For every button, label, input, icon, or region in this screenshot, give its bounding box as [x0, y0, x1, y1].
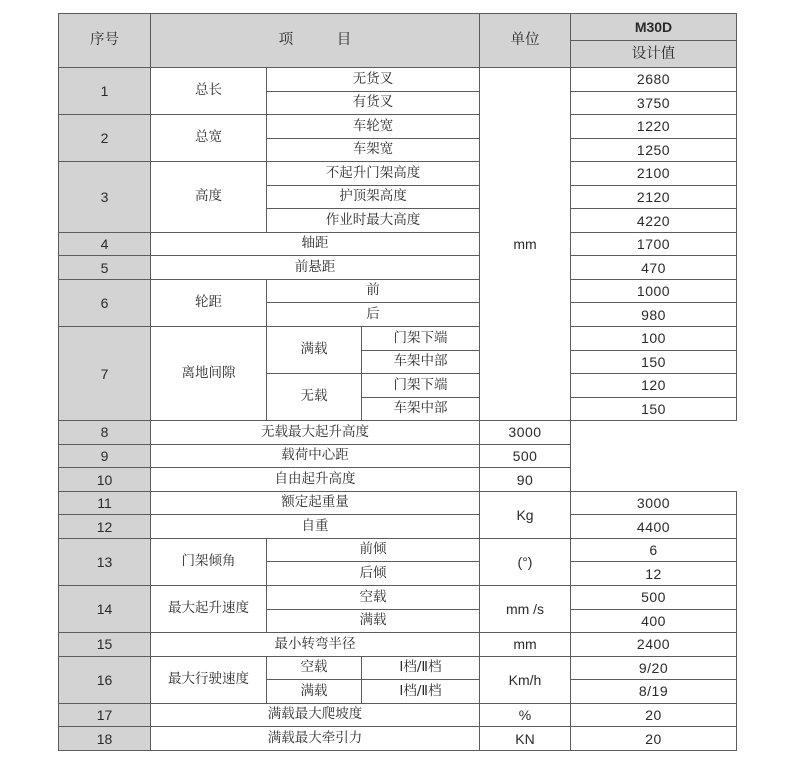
row-value: 980 [571, 303, 737, 327]
row-item: 总宽 [151, 115, 267, 162]
table-row [59, 256, 737, 280]
row-subitem: 作业时最大高度 [267, 209, 480, 233]
table-row [59, 538, 737, 562]
row-value: 12 [571, 562, 737, 586]
row-item: 最小转弯半径 [151, 633, 480, 657]
row-subitem: 后倾 [267, 562, 480, 586]
row-value: 20 [571, 703, 737, 727]
table-row [59, 468, 737, 492]
row-subitem: 车架宽 [267, 138, 480, 162]
table-row [59, 115, 737, 139]
row-seq: 8 [59, 421, 151, 445]
row-value: 1000 [571, 279, 737, 303]
row-value: 9/20 [571, 656, 737, 680]
row-value: 2400 [571, 633, 737, 657]
table-row [59, 444, 737, 468]
row-value: 4400 [571, 515, 737, 539]
row-value: 2100 [571, 162, 737, 186]
row-seq: 12 [59, 515, 151, 539]
row-seq: 3 [59, 162, 151, 233]
table-row [59, 327, 737, 351]
row-condition: 无载 [267, 374, 362, 421]
row-item: 总长 [151, 68, 267, 115]
row-seq: 9 [59, 444, 151, 468]
unit-kmh: Km/h [480, 656, 571, 703]
row-value: 2680 [571, 68, 737, 92]
row-value: 500 [480, 444, 571, 468]
table-row [59, 656, 737, 680]
row-value: 150 [571, 397, 737, 421]
header-item: 项 目 [151, 14, 480, 68]
row-position: 门架下端 [362, 327, 480, 351]
row-subitem: 有货叉 [267, 91, 480, 115]
table-row [59, 421, 737, 445]
row-value: 120 [571, 374, 737, 398]
header-seq: 序号 [59, 14, 151, 68]
unit-percent: % [480, 703, 571, 727]
row-item: 满载最大爬坡度 [151, 703, 480, 727]
row-seq: 15 [59, 633, 151, 657]
row-value: 3750 [571, 91, 737, 115]
row-position: 车架中部 [362, 397, 480, 421]
row-value: 3000 [571, 491, 737, 515]
row-value: 500 [571, 586, 737, 610]
row-value: 400 [571, 609, 737, 633]
spec-table [58, 13, 737, 751]
table-row [59, 279, 737, 303]
row-value: 2120 [571, 185, 737, 209]
row-seq: 5 [59, 256, 151, 280]
row-item: 满载最大牵引力 [151, 727, 480, 751]
table-row [59, 515, 737, 539]
row-item: 自由起升高度 [151, 468, 480, 492]
table-row [59, 703, 737, 727]
row-value: 1700 [571, 232, 737, 256]
row-item: 无载最大起升高度 [151, 421, 480, 445]
row-value: 8/19 [571, 680, 737, 704]
row-seq: 13 [59, 538, 151, 585]
table-row [59, 232, 737, 256]
row-subitem: 后 [267, 303, 480, 327]
row-gear: Ⅰ档/Ⅱ档 [362, 656, 480, 680]
row-condition: 满载 [267, 327, 362, 374]
row-item: 高度 [151, 162, 267, 233]
row-value: 3000 [480, 421, 571, 445]
row-item: 载荷中心距 [151, 444, 480, 468]
row-subitem: 满载 [267, 609, 480, 633]
row-subitem: 车轮宽 [267, 115, 480, 139]
row-item: 轮距 [151, 279, 267, 326]
row-value: 470 [571, 256, 737, 280]
unit-kn: KN [480, 727, 571, 751]
unit-degree: (°) [480, 538, 571, 585]
row-item: 最大行驶速度 [151, 656, 267, 703]
row-position: 车架中部 [362, 350, 480, 374]
row-item: 额定起重量 [151, 491, 480, 515]
row-gear: Ⅰ档/Ⅱ档 [362, 680, 480, 704]
header-row [59, 14, 737, 41]
row-item: 轴距 [151, 232, 480, 256]
row-subitem: 前倾 [267, 538, 480, 562]
row-subitem: 空载 [267, 586, 480, 610]
table-row [59, 586, 737, 610]
row-subitem: 前 [267, 279, 480, 303]
row-item: 前悬距 [151, 256, 480, 280]
row-seq: 1 [59, 68, 151, 115]
row-seq: 14 [59, 586, 151, 633]
row-value: 100 [571, 327, 737, 351]
row-seq: 7 [59, 327, 151, 421]
row-value: 90 [480, 468, 571, 492]
row-item: 门架倾角 [151, 538, 267, 585]
row-subitem: 不起升门架高度 [267, 162, 480, 186]
unit-mm-block: mm [480, 68, 571, 421]
table-row [59, 68, 737, 92]
row-subitem: 无货叉 [267, 68, 480, 92]
row-seq: 17 [59, 703, 151, 727]
row-condition: 空载 [267, 656, 362, 680]
table-row [59, 491, 737, 515]
row-seq: 18 [59, 727, 151, 751]
row-seq: 4 [59, 232, 151, 256]
row-seq: 10 [59, 468, 151, 492]
unit-kg: Kg [480, 491, 571, 538]
row-value: 20 [571, 727, 737, 751]
row-seq: 11 [59, 491, 151, 515]
table-row [59, 633, 737, 657]
row-seq: 2 [59, 115, 151, 162]
unit-mm-per-s: mm /s [480, 586, 571, 633]
header-unit: 单位 [480, 14, 571, 68]
row-value: 1220 [571, 115, 737, 139]
row-seq: 6 [59, 279, 151, 326]
header-model: M30D [571, 14, 737, 41]
row-seq: 16 [59, 656, 151, 703]
row-item: 最大起升速度 [151, 586, 267, 633]
row-value: 150 [571, 350, 737, 374]
unit-mm: mm [480, 633, 571, 657]
row-value: 6 [571, 538, 737, 562]
table-row [59, 162, 737, 186]
row-item: 离地间隙 [151, 327, 267, 421]
row-value: 1250 [571, 138, 737, 162]
row-item: 自重 [151, 515, 480, 539]
row-position: 门架下端 [362, 374, 480, 398]
row-condition: 满载 [267, 680, 362, 704]
table-row [59, 727, 737, 751]
row-subitem: 护顶架高度 [267, 185, 480, 209]
row-value: 4220 [571, 209, 737, 233]
header-design-value: 设计值 [571, 41, 737, 68]
